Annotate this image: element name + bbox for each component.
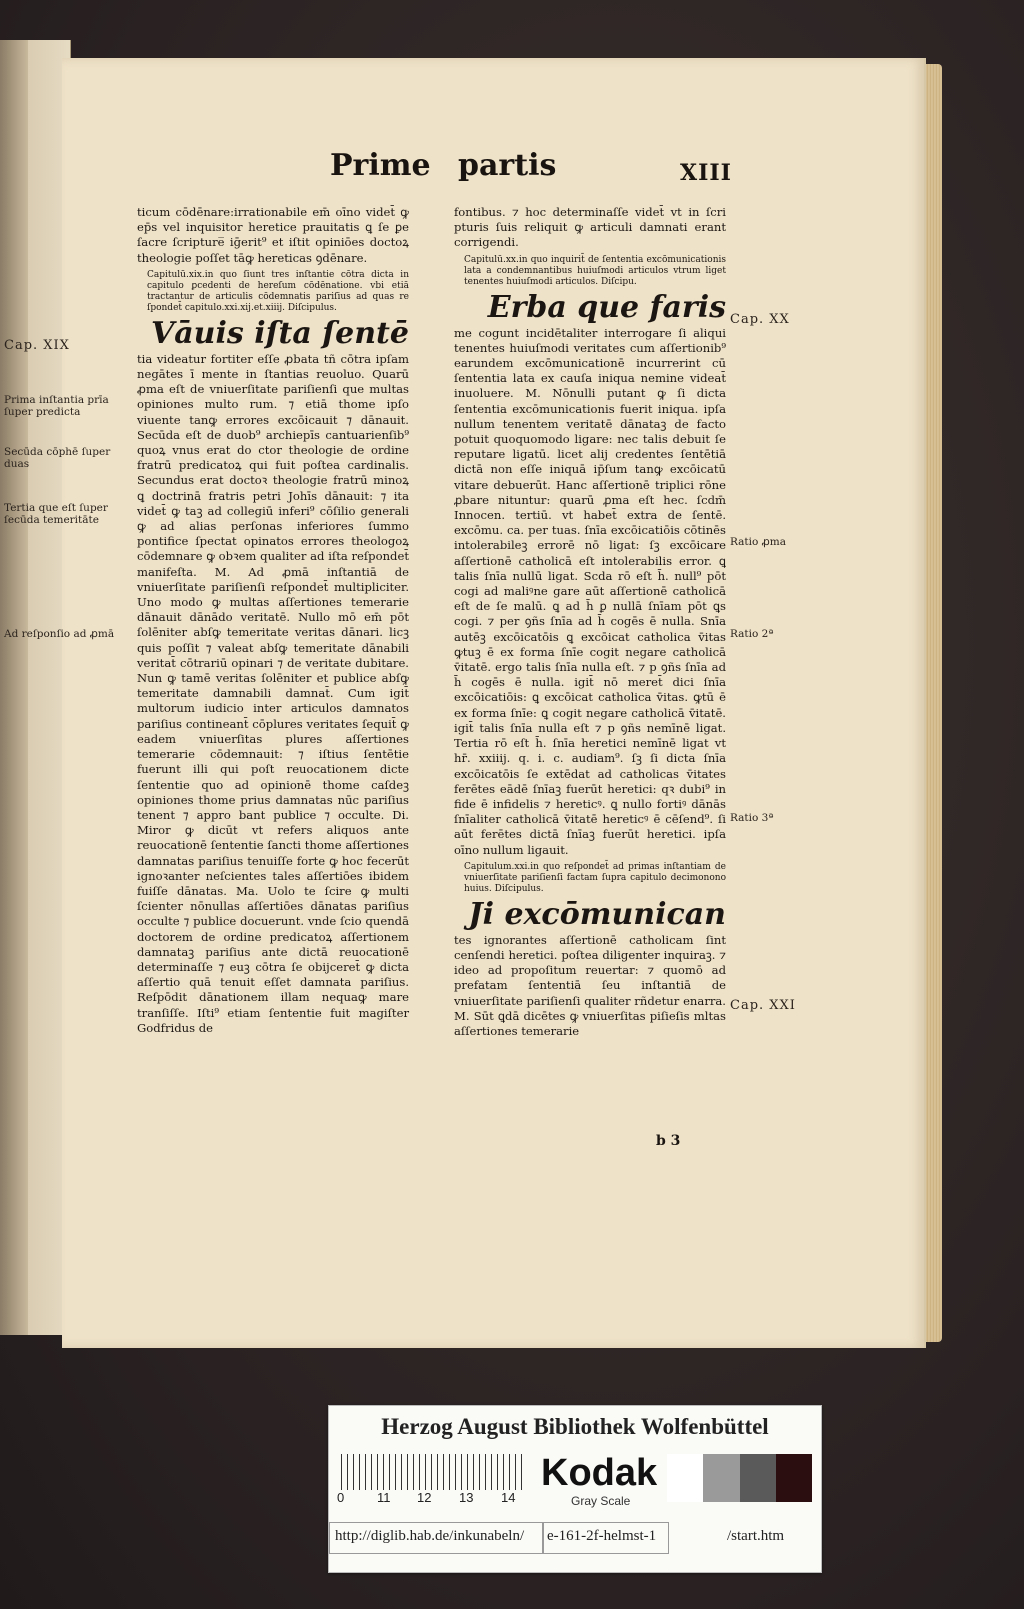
ruler-num-12: 12	[417, 1490, 432, 1505]
left-body: tia videatur fortiter eſſe ꝓbata tñ cōtra ipſam negātes ī mente in ſtantias reuoluo. Quarū ꝓma eſt de vniuerſitate pariſienſi que multas opiniones multo rum. ⁊ etiā thome ipſo viuente tanꝙ errores excōicauit ⁊ dānauit. Secūda eſt de duob⁹ archiepīs cantuarienſib⁹ quoꝝ vnus erat do ctor theologie de ordine fratrū predicatoꝝ qui fuit poſtea cardinalis. Secundus erat doctoꝛ theologie fratrū minoꝝ ꝗ doctrinā fratris petri Johīs dānauit: ⁊ ita videt̄ ꝙ taꝫ ad collegiū inferi⁹ cōſilio generali ꝙ ad alias perſonas inferiores ſummo pontifice ſpectat opinatos errores theologoꝝ cōdemnare ꝙ obꝛem qualiter ad iſta reſpondet̄ manifeſta. M. Ad ꝓmā inſtantiā de vniuerſitate pariſienſi reſpondet̄ multipliciter. Uno modo ꝙ multas aſſertiones temerarie dānauit dānādo veritatē. Nullo mō em̄ pōt ſolēniter abſꝙ temeritate veritas dānari. licꝫ quis poſſit ⁊ valeat abſꝙ temeritate dānabili veritat̄ cōtrariū opinari ⁊ de veritate dubitare. Nun ꝙ tamē veritas ſolēniter et publice abſꝙ temeritate damnabili damnat̄. Cum igit̄ multorum iudicio inter articulos damnatos pariſius contineant̄ cōplures veritates ſequit̄ ꝙ eadem vniuerſitas plures aſſertiones temerarie cōdemnauit: ⁊ iſtius ſentētie fuerunt illi qui poſt reuocationem dicte ſententie quo ad opinionē thome caſdeꝫ opiniones thome prius damnatas nūc pariſius tenent ⁊ appro bant publice ⁊ occulte. Di. Miror ꝙ dicūt vt refers aliquos ante reuocationē ſententie ſancti thome aſſertiones damnatas pariſius tenuiſſe forte ꝙ hoc fecerūt ignoꝛanter neſcientes tales aſſertiōes ibidem fuiſſe dānatas. Ma. Uolo te ſcire ꝙ multi ſcienter nōnullas aſſertiōes dānatas pariſius occulte ⁊ publice docuerunt. vnde ſcio quendā doctorem de ordine predicatoꝝ aſſertionem damnataꝫ pariſius ante dictā reuocationē determinaſſe ⁊ euꝫ cōtra ſe obijceret̄ ꝙ dicta aſſertio quā tenuit eſſet damnata pariſius. Reſpōdit dānationem illam nequaꝙ mare tranſiſſe. Iſti⁹ etiam ſententie fuit magiſter Godfridus de	[137, 351, 409, 1035]
gray-scale-strip	[667, 1454, 812, 1502]
margin-ratio-1: Ratio ꝓma	[730, 536, 786, 548]
right-text-column	[454, 205, 726, 1039]
left-page-edge	[0, 40, 71, 1335]
chapter-21-note: Capitulum.xxi.in quo reſpondet̄ ad primas inſtantiam de vniuerſitate pariſienſi factam ſupra capitulo decimonono huius. Diſcipulus.	[464, 861, 726, 894]
margin-cap-19: Cap. XIX	[4, 338, 70, 353]
folio-number: XIII	[680, 160, 732, 186]
margin-note-2: Secūda cōphē ſuper duas	[4, 446, 111, 470]
margin-ratio-3: Ratio 3ª	[730, 812, 774, 824]
right-body-1: me cogunt incidētaliter interrogare ſi aliqui tenentes huiuſmodi veritates cum aſſertionib⁹ earundem excōmunicationē incurrerint cū ſententia lata ex cauſa iniqua nemine videat̄ inuoluere. M. Nōnulli putant ꝙ ſi dicta ſententia excōmunicationis fuerit iniqua. ipſa nullum tenentem veritatē dānataꝫ de facto potuit quoquomodo ligare: nec talis debuit ſe reputare ligatū. licet alij credentes ſentētiā dictā non eſſe iniquā ip̄ſum tanꝙ excōicatū vitare debuerūt. Hanc aſſertionē triplici rōne ꝓbare nituntur: quarū ꝓma eſt hec. ſcdm̄ Innocen. tertiū. vt habet̄ extra de ſentē. excōmu. ca. per tuas. ſnīa excōicatiōis cōtinēs intolerabileꝫ errorē nō ligat: ſꝫ excōicare aſſertionē catholicā eſt intolerabilis error. ꝗ talis ſnīa nullū ligat. Scda rō eſt h̄. null⁹ pōt cogi ad maliꝰne gare aūt aſſertionē catholicā eſt de ſe malū. ꝗ ad h̄ ꝑ nullā ſnīam pōt ꝗs cogi. ⁊ per ꝯñs ſnīa ad h̄ cogēs ē nulla. Snīa autēꝫ excōicatōis ꝗ excōicat catholica v̄itas ꝙtuꝫ ē ex forma ſnīe cogit negare catholicā v̄itatē. ergo talis ſnīa nulla eſt. ⁊ p ꝯñs ſnīa ad h̄ cogēs ē nulla. igit̄ nō meret̄ dici ſnīa excōicatiōis: ꝗ excōicat catholica v̄itas. ꝙtū ē ex forma ſnīe: ꝗ cogit negare catholicā v̄itatē. igit̄ talis ſnīa nulla eſt ⁊ p ꝯñs nemīnē ligat. Tertia rō eſt h̄. ſnīa heretici nemīnē ligat vt hr̄. xxiiij. q. i. c. audiam⁹. ſꝫ ſi dicta ſnīa excōicatōis ſe extēdat ad catholicas v̄itates ferētes eādē ſnīaꝫ fuerūt heretici: qꝛ dubi⁹ in fide ē infidelis ⁊ hereticꝰ. ꝗ nullo fortiꝰ dānās ſnīaliter catholicā v̄itatē hereticꝰ ē cēſend⁹. ſi aūt ferētes dictā ſnīaꝫ fuerūt heretici. ipſa oīno nullum ligauit.	[454, 325, 726, 857]
shelfmark: e-161-2f-helmst-1	[547, 1528, 657, 1544]
ruler-num-0: 0	[337, 1490, 345, 1505]
margin-cap-21: Cap. XXI	[730, 998, 796, 1013]
right-para-1: fontibus. ⁊ hoc determinaſſe videt̄ vt in ſcri pturis ſuis reliquit ꝙ articuli damnati erant corrigendi.	[454, 205, 726, 250]
start-page: /start.htm	[727, 1528, 785, 1544]
kodak-logo: Kodak	[541, 1452, 658, 1494]
gray-patch-black	[776, 1454, 812, 1502]
margin-note-4: Ad reſponſio ad ꝓmā	[4, 628, 115, 640]
margin-note-1: Prima inſtantia prīa ſuper predicta	[4, 394, 109, 418]
gray-scale-label: Gray Scale	[571, 1494, 631, 1508]
gray-patch-white	[667, 1454, 703, 1502]
ruler-num-11: 11	[377, 1490, 391, 1505]
chapter-20-note: Capitulū.xx.in quo inquirit̄ de ſententia excōmunicationis lata a condemnantibus huiuſmodi articulos vtrum liget tenentes huiuſmodi articulos. Diſcipu.	[464, 254, 726, 287]
chapter-20-initial: Erba que faris	[487, 289, 726, 325]
right-body-2: tes ignorantes aſſertionē catholicam ſint cenſendi heretici. poſtea diligenter inquiraꝫ. ⁊ ideo ad propoſitum reuertar: ⁊ quomō ad prefatam ſententiā ſeu inſtantiā de vniuerſitate pariſienſi qualiter rñdetur enarra. M. Sūt ꝗdā dicētes ꝙ vniuerſitas piſieſis mltas aſſertiones temerarie	[454, 932, 726, 1038]
running-head-mid: partis	[458, 148, 557, 183]
running-head-left: Prime	[330, 148, 431, 183]
library-color-target-label	[328, 1405, 822, 1573]
signature-mark: b 3	[656, 1133, 681, 1149]
margin-note-3: Tertia que eſt ſuper ſecūda temeritāte	[4, 502, 108, 526]
left-para-1: ticum cōdēnare:irrationabile em̄ oīno videt̄ ꝙ ep̄s vel inquisitor heretice prauitatis ꝗ ſe ꝑe ſacre ſcripture̅ iḡerit⁹ et iſtit opiniōes doctoꝝ theologie poſſet tāꝙ hereticas ꝯdēnare.	[137, 205, 409, 265]
gray-patch-dark	[740, 1454, 776, 1502]
digital-library-url: http://diglib.hab.de/inkunabeln/	[335, 1528, 525, 1544]
left-page-shadow	[0, 40, 28, 1335]
ruler-num-14: 14	[501, 1490, 516, 1505]
library-name: Herzog August Bibliothek Wolfenbüttel	[381, 1414, 769, 1439]
chapter-21-initial: Ji excōmunican	[468, 896, 726, 932]
left-text-column	[137, 205, 409, 1036]
scale-ruler	[341, 1454, 527, 1490]
chapter-19-note: Capitulū.xix.in quo ſiunt tres inſtantie cōtra dicta in capitulo ꝑcedenti de hereſum cōdēnatione. vbi etiā tractantur de articulis cōdemnatis pariſius ad quas re ſpondet̄ capitulo.xxi.xij.et.xiiij. Diſcipulus.	[147, 269, 409, 313]
ruler-num-13: 13	[459, 1490, 474, 1505]
margin-cap-20: Cap. XX	[730, 312, 790, 327]
chapter-19-initial: Vāuis iſta ſentē	[150, 315, 409, 351]
margin-ratio-2: Ratio 2ª	[730, 628, 774, 640]
gray-patch-mid	[703, 1454, 739, 1502]
